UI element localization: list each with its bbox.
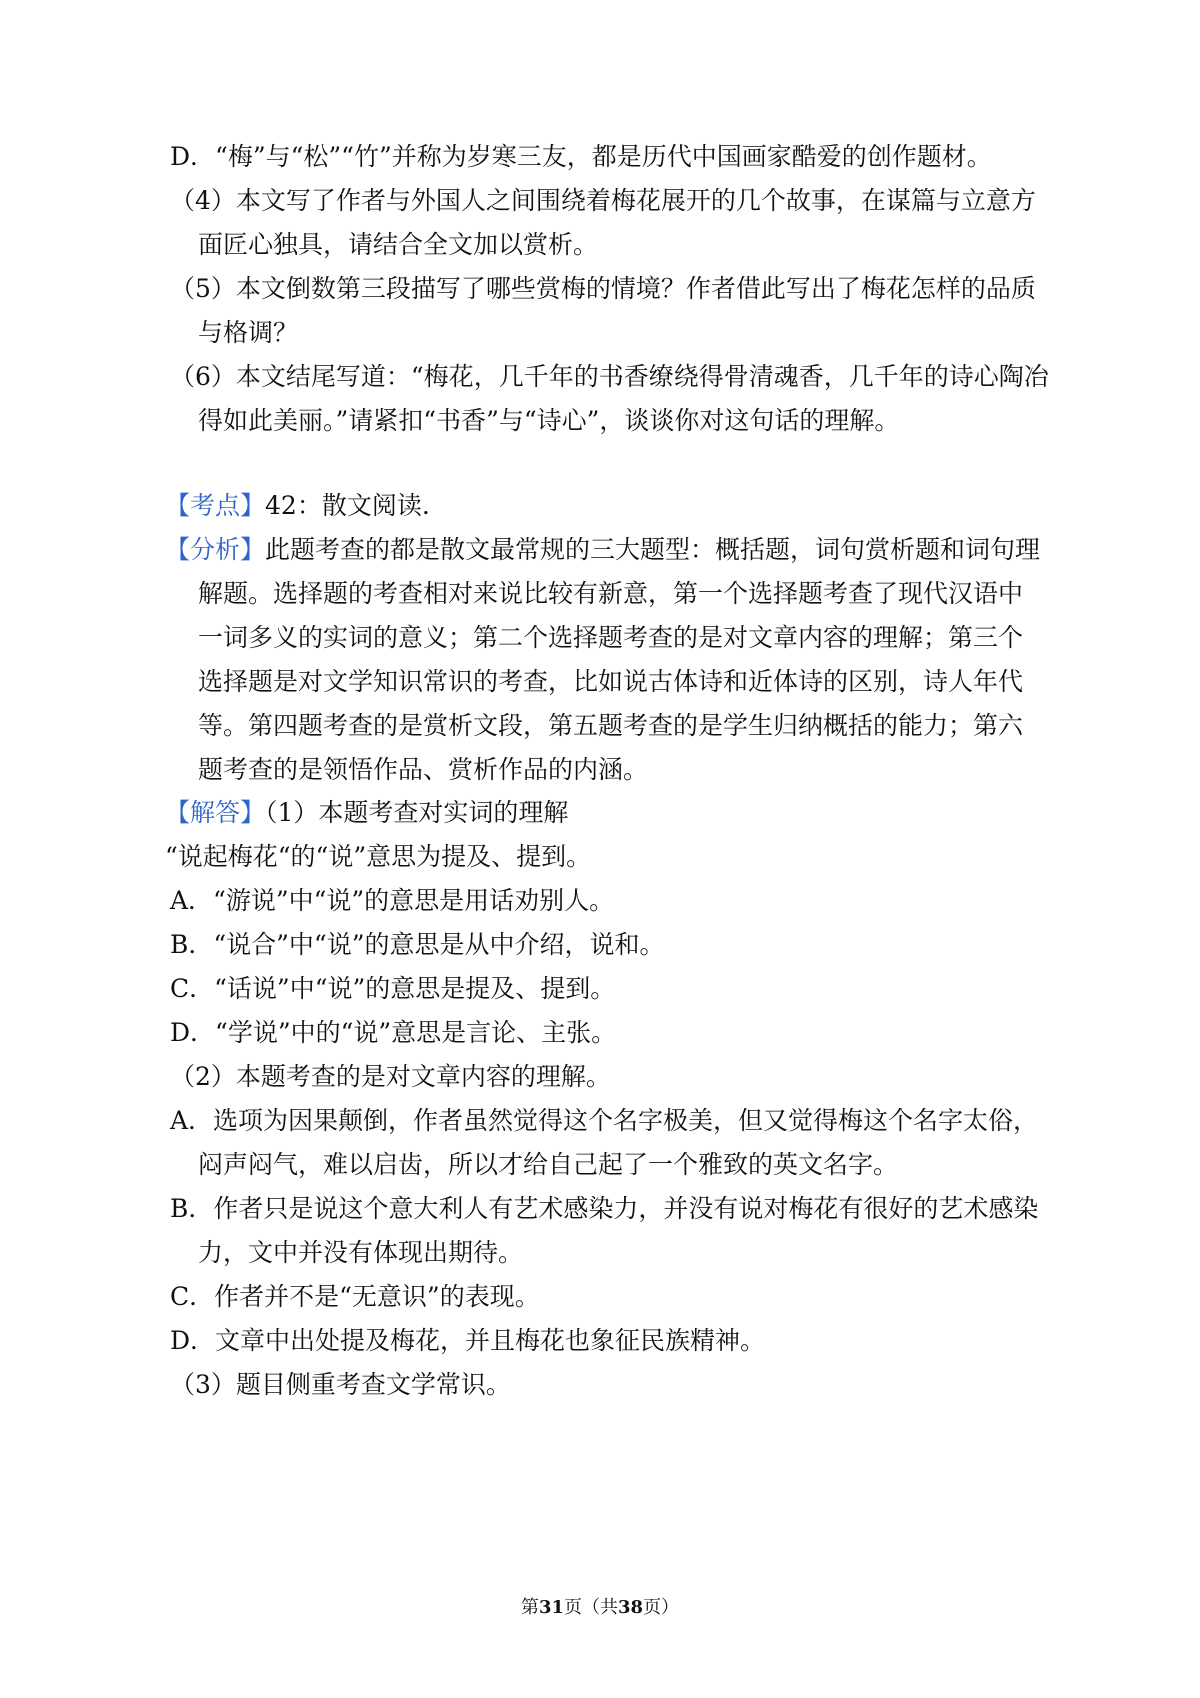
q3-option-d: D．“梅”与“松”“竹”并称为岁寒三友，都是历代中国画家酷爱的创作题材。 [170,142,992,171]
footer-total-pages: 38 [618,1597,644,1618]
footer-prefix: 第 [520,1597,539,1618]
answer1-option-b: B．“说合”中“说”的意思是从中介绍，说和。 [170,930,665,959]
jieda-text: （1）本题考查对实词的理解 [265,798,569,827]
kaodian-line [165,489,430,523]
answer2-intro: （2）本题考查的是对文章内容的理解。 [170,1062,611,1091]
answer1-option-c: C．“话说”中“说”的意思是提及、提到。 [170,974,616,1003]
fenxi-text-continued: 选择题是对文学知识常识的考查，比如说古体诗和近体诗的区别，诗人年代 [198,667,1024,696]
answer2-option-a-continued: 闷声闷气，难以启齿，所以才给自己起了一个雅致的英文名字。 [198,1150,899,1179]
answer1-option-d: D．“学说”中的“说”意思是言论、主张。 [170,1018,617,1047]
answer2-option-b-continued: 力，文中并没有体现出期待。 [198,1238,524,1267]
fenxi-text: 此题考查的都是散文最常规的三大题型：概括题，词句赏析题和词句理 [265,535,1041,564]
fenxi-text-continued: 一词多义的实词的意义；第二个选择题考查的是对文章内容的理解；第三个 [198,623,1024,652]
footer-middle: 页（共 [564,1597,618,1618]
answer2-option-a: A．选项为因果颠倒，作者虽然觉得这个名字极美，但又觉得梅这个名字太俗， [170,1106,1039,1135]
fenxi-tag: 【分析】 [165,535,266,564]
footer-suffix: 页） [643,1597,680,1618]
footer-current-page: 31 [538,1597,564,1618]
kaodian-tag: 【考点】 [165,491,266,520]
kaodian-text: 42：散文阅读. [265,491,430,520]
q5-text: （5）本文倒数第三段描写了哪些赏梅的情境？作者借此写出了梅花怎样的品质 [170,274,1036,303]
fenxi-text-continued: 题考查的是领悟作品、赏析作品的内涵。 [198,755,649,784]
q5-text-continued: 与格调？ [198,318,299,347]
answer2-option-d: D．文章中出处提及梅花，并且梅花也象征民族精神。 [170,1326,766,1355]
answer1-option-a: A．“游说”中“说”的意思是用话劝别人。 [170,886,615,915]
answer2-option-b: B．作者只是说这个意大利人有艺术感染力，并没有说对梅花有很好的艺术感染 [170,1194,1039,1223]
jieda-tag: 【解答】 [165,798,266,827]
fenxi-line [165,533,1040,567]
page-footer [0,1596,1200,1620]
fenxi-text-continued: 解题。选择题的考查相对来说比较有新意，第一个选择题考查了现代汉语中 [198,579,1024,608]
q6-text: （6）本文结尾写道：“梅花，几千年的书香缭绕得骨清魂香，几千年的诗心陶冶 [170,362,1049,391]
answer3-intro: （3）题目侧重考查文学常识。 [170,1370,511,1399]
answer2-option-c: C．作者并不是“无意识”的表现。 [170,1282,540,1311]
q6-text-continued: 得如此美丽。”请紧扣“书香”与“诗心”，谈谈你对这句话的理解。 [198,406,900,435]
fenxi-text-continued: 等。第四题考查的是赏析文段，第五题考查的是学生归纳概括的能力；第六 [198,711,1024,740]
q4-text: （4）本文写了作者与外国人之间围绕着梅花展开的几个故事，在谋篇与立意方 [170,186,1036,215]
q4-text-continued: 面匠心独具，请结合全文加以赏析。 [198,230,599,259]
jieda-line [165,796,568,830]
answer1-intro: “说起梅花“的“说”意思为提及、提到。 [165,842,592,871]
